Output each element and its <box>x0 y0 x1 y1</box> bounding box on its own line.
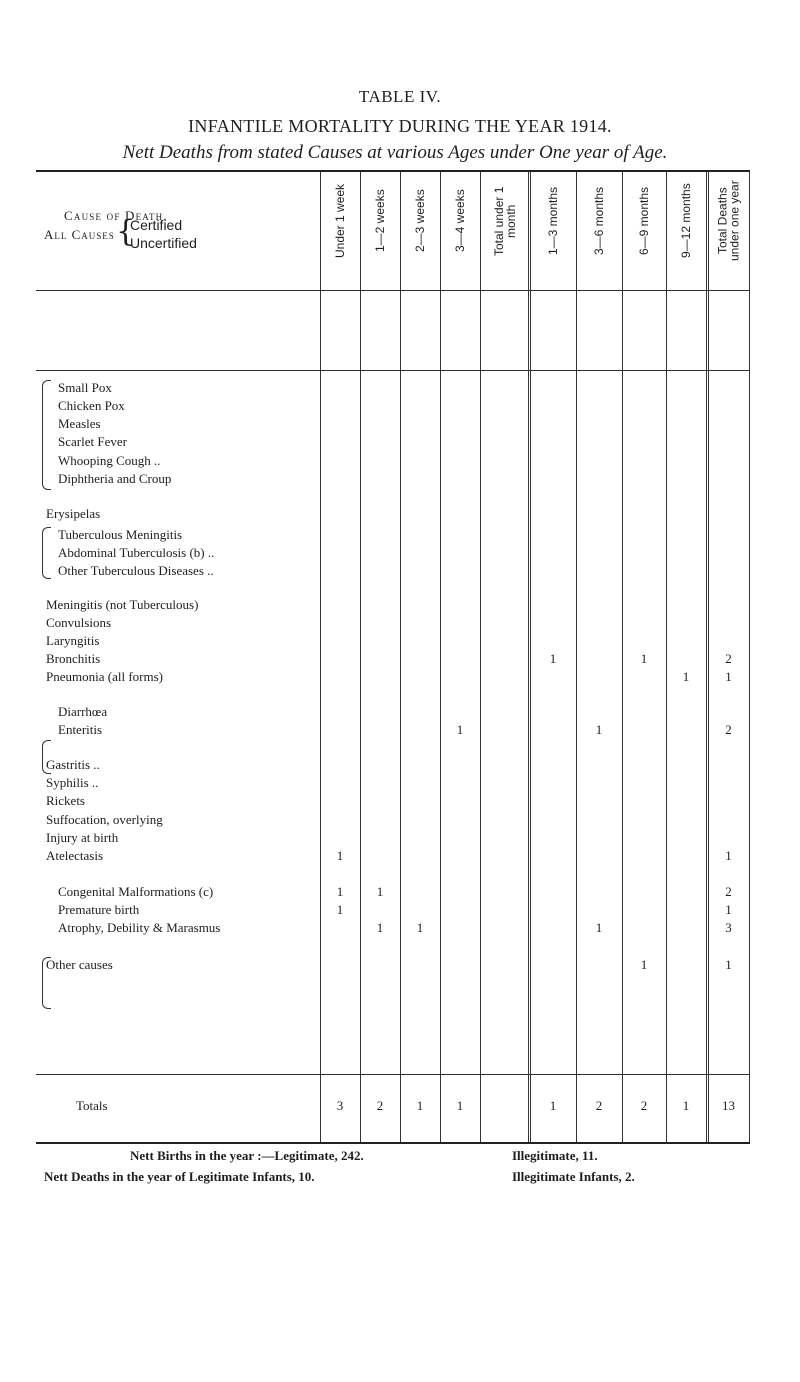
table-row <box>36 471 750 488</box>
table-row <box>36 704 750 721</box>
table-row <box>36 416 750 433</box>
column-header: Total under 1 month <box>492 186 518 256</box>
all-causes-brace: { <box>116 214 136 249</box>
value-cell: 1 <box>336 848 344 863</box>
cause-label: Laryngitis <box>46 633 100 648</box>
cause-label: Diphtheria and Croup <box>58 471 172 486</box>
total-cell: 1 <box>682 1098 690 1113</box>
total-cell: 13 <box>722 1098 735 1113</box>
cause-label: Other causes <box>46 957 113 972</box>
value-cell: 1 <box>725 957 732 972</box>
table-row <box>36 434 750 451</box>
cause-label: Chicken Pox <box>58 398 125 413</box>
column-header: 3—4 weeks <box>453 189 467 253</box>
cause-of-death-header: Cause of Death. <box>64 208 168 223</box>
value-cell: 2 <box>725 884 732 899</box>
page-title: INFANTILE MORTALITY DURING THE YEAR 1914. <box>188 116 612 136</box>
total-cell: 1 <box>549 1098 557 1113</box>
total-cell: 1 <box>416 1098 424 1113</box>
table-row <box>36 453 750 470</box>
value-cell: 1 <box>682 669 690 684</box>
table-row <box>36 957 750 974</box>
value-cell: 2 <box>725 722 732 737</box>
column-header: 6—9 months <box>637 186 651 256</box>
table-row <box>36 669 750 686</box>
table-row <box>36 902 750 919</box>
value-cell: 1 <box>640 651 648 666</box>
table-row <box>36 545 750 562</box>
table-row <box>36 920 750 937</box>
cause-label: Small Pox <box>58 380 112 395</box>
table-row <box>36 633 750 650</box>
all-causes-label: All Causes <box>44 227 115 242</box>
cause-label: Erysipelas <box>46 506 101 521</box>
value-cell: 1 <box>595 722 603 737</box>
total-cell: 2 <box>640 1098 648 1113</box>
table-row <box>36 563 750 580</box>
table-row <box>36 722 750 739</box>
table-row <box>36 615 750 632</box>
totals-label: Totals <box>76 1098 108 1113</box>
table-row <box>36 527 750 544</box>
cause-label: Suffocation, overlying <box>46 812 163 827</box>
cause-label: Other Tuberculous Diseases .. <box>58 563 214 578</box>
column-header: Total Deaths under one year <box>715 180 742 262</box>
cause-label: Injury at birth <box>46 830 119 845</box>
births-legitimate: Nett Births in the year :—Legitimate, 242. <box>130 1148 364 1163</box>
births-illegitimate: Illegitimate, 11. <box>512 1148 598 1163</box>
value-cell: 1 <box>336 902 344 917</box>
value-cell: 1 <box>595 920 603 935</box>
cause-label: Syphilis .. <box>46 775 99 790</box>
table-row <box>36 380 750 397</box>
total-cell: 2 <box>376 1098 384 1113</box>
certified-label: Certified <box>130 217 183 233</box>
table-number: TABLE IV. <box>358 87 442 106</box>
column-header: 3—6 months <box>592 186 606 256</box>
deaths-legitimate: Nett Deaths in the year of Legitimate Infants, 10. <box>44 1169 315 1184</box>
cause-label: Atrophy, Debility & Marasmus <box>58 920 221 935</box>
cause-label: Convulsions <box>46 615 112 630</box>
cause-label: Measles <box>58 416 101 431</box>
value-cell: 2 <box>725 651 732 666</box>
value-cell: 1 <box>549 651 557 666</box>
value-cell: 1 <box>416 920 424 935</box>
column-header: 1—2 weeks <box>373 189 387 253</box>
cause-label: Enteritis <box>58 722 103 737</box>
table-row <box>36 398 750 415</box>
value-cell: 1 <box>336 884 344 899</box>
table-row <box>36 775 750 792</box>
cause-label: Tuberculous Meningitis <box>58 527 183 542</box>
total-cell: 3 <box>336 1098 344 1113</box>
value-cell: 1 <box>725 848 732 863</box>
value-cell: 1 <box>725 669 732 684</box>
table-row <box>36 848 750 865</box>
value-cell: 1 <box>376 884 384 899</box>
table-row <box>36 884 750 901</box>
cause-label: Congenital Malformations (c) <box>58 884 214 899</box>
cause-label: Diarrhœa <box>58 704 108 719</box>
table-row <box>36 651 750 668</box>
table-row <box>36 812 750 829</box>
cause-label: Scarlet Fever <box>58 434 127 449</box>
value-cell: 1 <box>640 957 648 972</box>
cause-label: Rickets <box>46 793 85 808</box>
value-cell: 1 <box>456 722 464 737</box>
value-cell: 3 <box>725 920 732 935</box>
table-row <box>36 506 750 523</box>
totals-row <box>36 1098 750 1115</box>
total-cell: 1 <box>456 1098 464 1113</box>
deaths-illegitimate: Illegitimate Infants, 2. <box>512 1169 635 1184</box>
cause-label: Premature birth <box>58 902 140 917</box>
cause-label: Atelectasis <box>46 848 104 863</box>
cause-label: Abdominal Tuberculosis (b) .. <box>58 545 215 560</box>
uncertified-label: Uncertified <box>130 235 197 251</box>
table-row <box>36 793 750 810</box>
table-row <box>36 830 750 847</box>
cause-label: Gastritis .. <box>46 757 100 772</box>
column-header: 9—12 months <box>679 183 693 259</box>
cause-label: Whooping Cough .. <box>58 453 161 468</box>
page-subtitle: Nett Deaths from stated Causes at various Ages under One year of Age. <box>122 142 668 163</box>
table-row <box>36 597 750 614</box>
value-cell: 1 <box>725 902 732 917</box>
cause-label: Meningitis (not Tuberculous) <box>46 597 199 612</box>
cause-label: Pneumonia (all forms) <box>46 669 163 684</box>
cause-label: Bronchitis <box>46 651 101 666</box>
column-header: 2—3 weeks <box>413 189 427 253</box>
column-header: 1—3 months <box>546 186 560 256</box>
table-row <box>36 757 750 774</box>
column-header: Under 1 week <box>333 183 347 259</box>
value-cell: 1 <box>376 920 384 935</box>
mortality-table <box>36 170 750 1144</box>
total-cell: 2 <box>595 1098 603 1113</box>
